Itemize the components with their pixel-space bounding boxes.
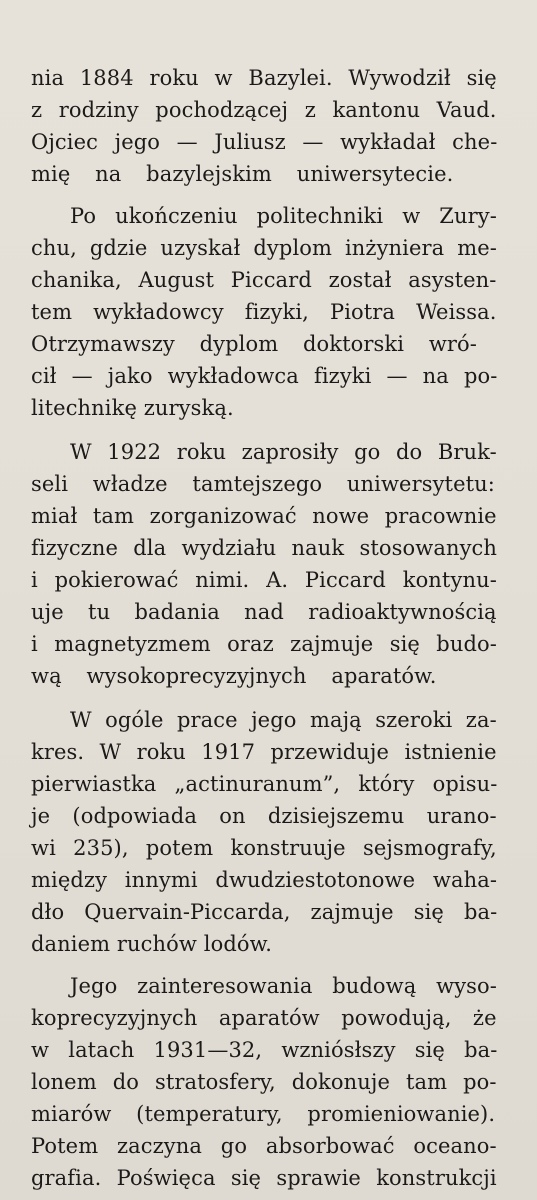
text-line: pierwiastka „actinuranum”, który opisu- [31, 772, 498, 796]
text-line: nia 1884 roku w Bazylei. Wywodził się [31, 66, 497, 90]
text-line: uje tu badania nad radioaktywnością [31, 600, 497, 624]
text-line: między innymi dwudziestotonowe waha- [31, 868, 498, 892]
text-line: Potem zaczyna go absorbować oceano- [31, 1134, 497, 1158]
text-line: wi 235), potem konstruuje sejsmografy, [31, 836, 497, 860]
text-line: z rodziny pochodzącej z kantonu Vaud. [31, 98, 497, 122]
text-line: koprecyzyjnych aparatów powodują, że [31, 1006, 497, 1030]
text-line: Ojciec jego — Juliusz — wykładał che- [31, 130, 498, 154]
text-line: i pokierować nimi. A. Piccard kontynu- [31, 568, 497, 592]
text-line: kres. W roku 1917 przewiduje istnienie [31, 740, 497, 764]
text-line: daniem ruchów lodów. [31, 932, 272, 956]
text-line: chu, gdzie uzyskał dyplom inżyniera me- [31, 236, 497, 260]
text-line: seli władze tamtejszego uniwersytetu: [31, 472, 495, 496]
text-line: miarów (temperatury, promieniowanie). [31, 1102, 496, 1126]
text-line: litechnikę zuryską. [31, 396, 234, 420]
text-line: fizyczne dla wydziału nauk stosowanych [31, 536, 498, 560]
text-line: cił — jako wykładowca fizyki — na po- [31, 364, 498, 388]
text-line: Otrzymawszy dyplom doktorski wró- [31, 332, 477, 356]
text-line: je (odpowiada on dzisiejszemu urano- [31, 804, 497, 828]
text-line: Jego zainteresowania budową wyso- [70, 974, 497, 998]
text-line: W 1922 roku zaprosiły go do Bruk- [70, 440, 497, 464]
text-line: w latach 1931—32, wzniósłszy się ba- [31, 1038, 498, 1062]
text-line: wą wysokoprecyzyjnych aparatów. [31, 664, 437, 688]
text-line: lonem do stratosfery, dokonuje tam po- [31, 1070, 497, 1094]
text-line: miał tam zorganizować nowe pracownie [31, 504, 497, 528]
text-line: grafia. Poświęca się sprawie konstrukcji [31, 1166, 497, 1190]
text-line: dło Quervain-Piccarda, zajmuje się ba- [31, 900, 498, 924]
text-line: i magnetyzmem oraz zajmuje się budo- [31, 632, 497, 656]
text-line: W ogóle prace jego mają szeroki za- [70, 708, 497, 732]
text-line: tem wykładowcy fizyki, Piotra Weissa. [31, 300, 497, 324]
text-line: mię na bazylejskim uniwersytecie. [31, 162, 454, 186]
text-line: chanika, August Piccard został asysten- [31, 268, 497, 292]
text-line: Po ukończeniu politechniki w Zury- [70, 204, 497, 228]
